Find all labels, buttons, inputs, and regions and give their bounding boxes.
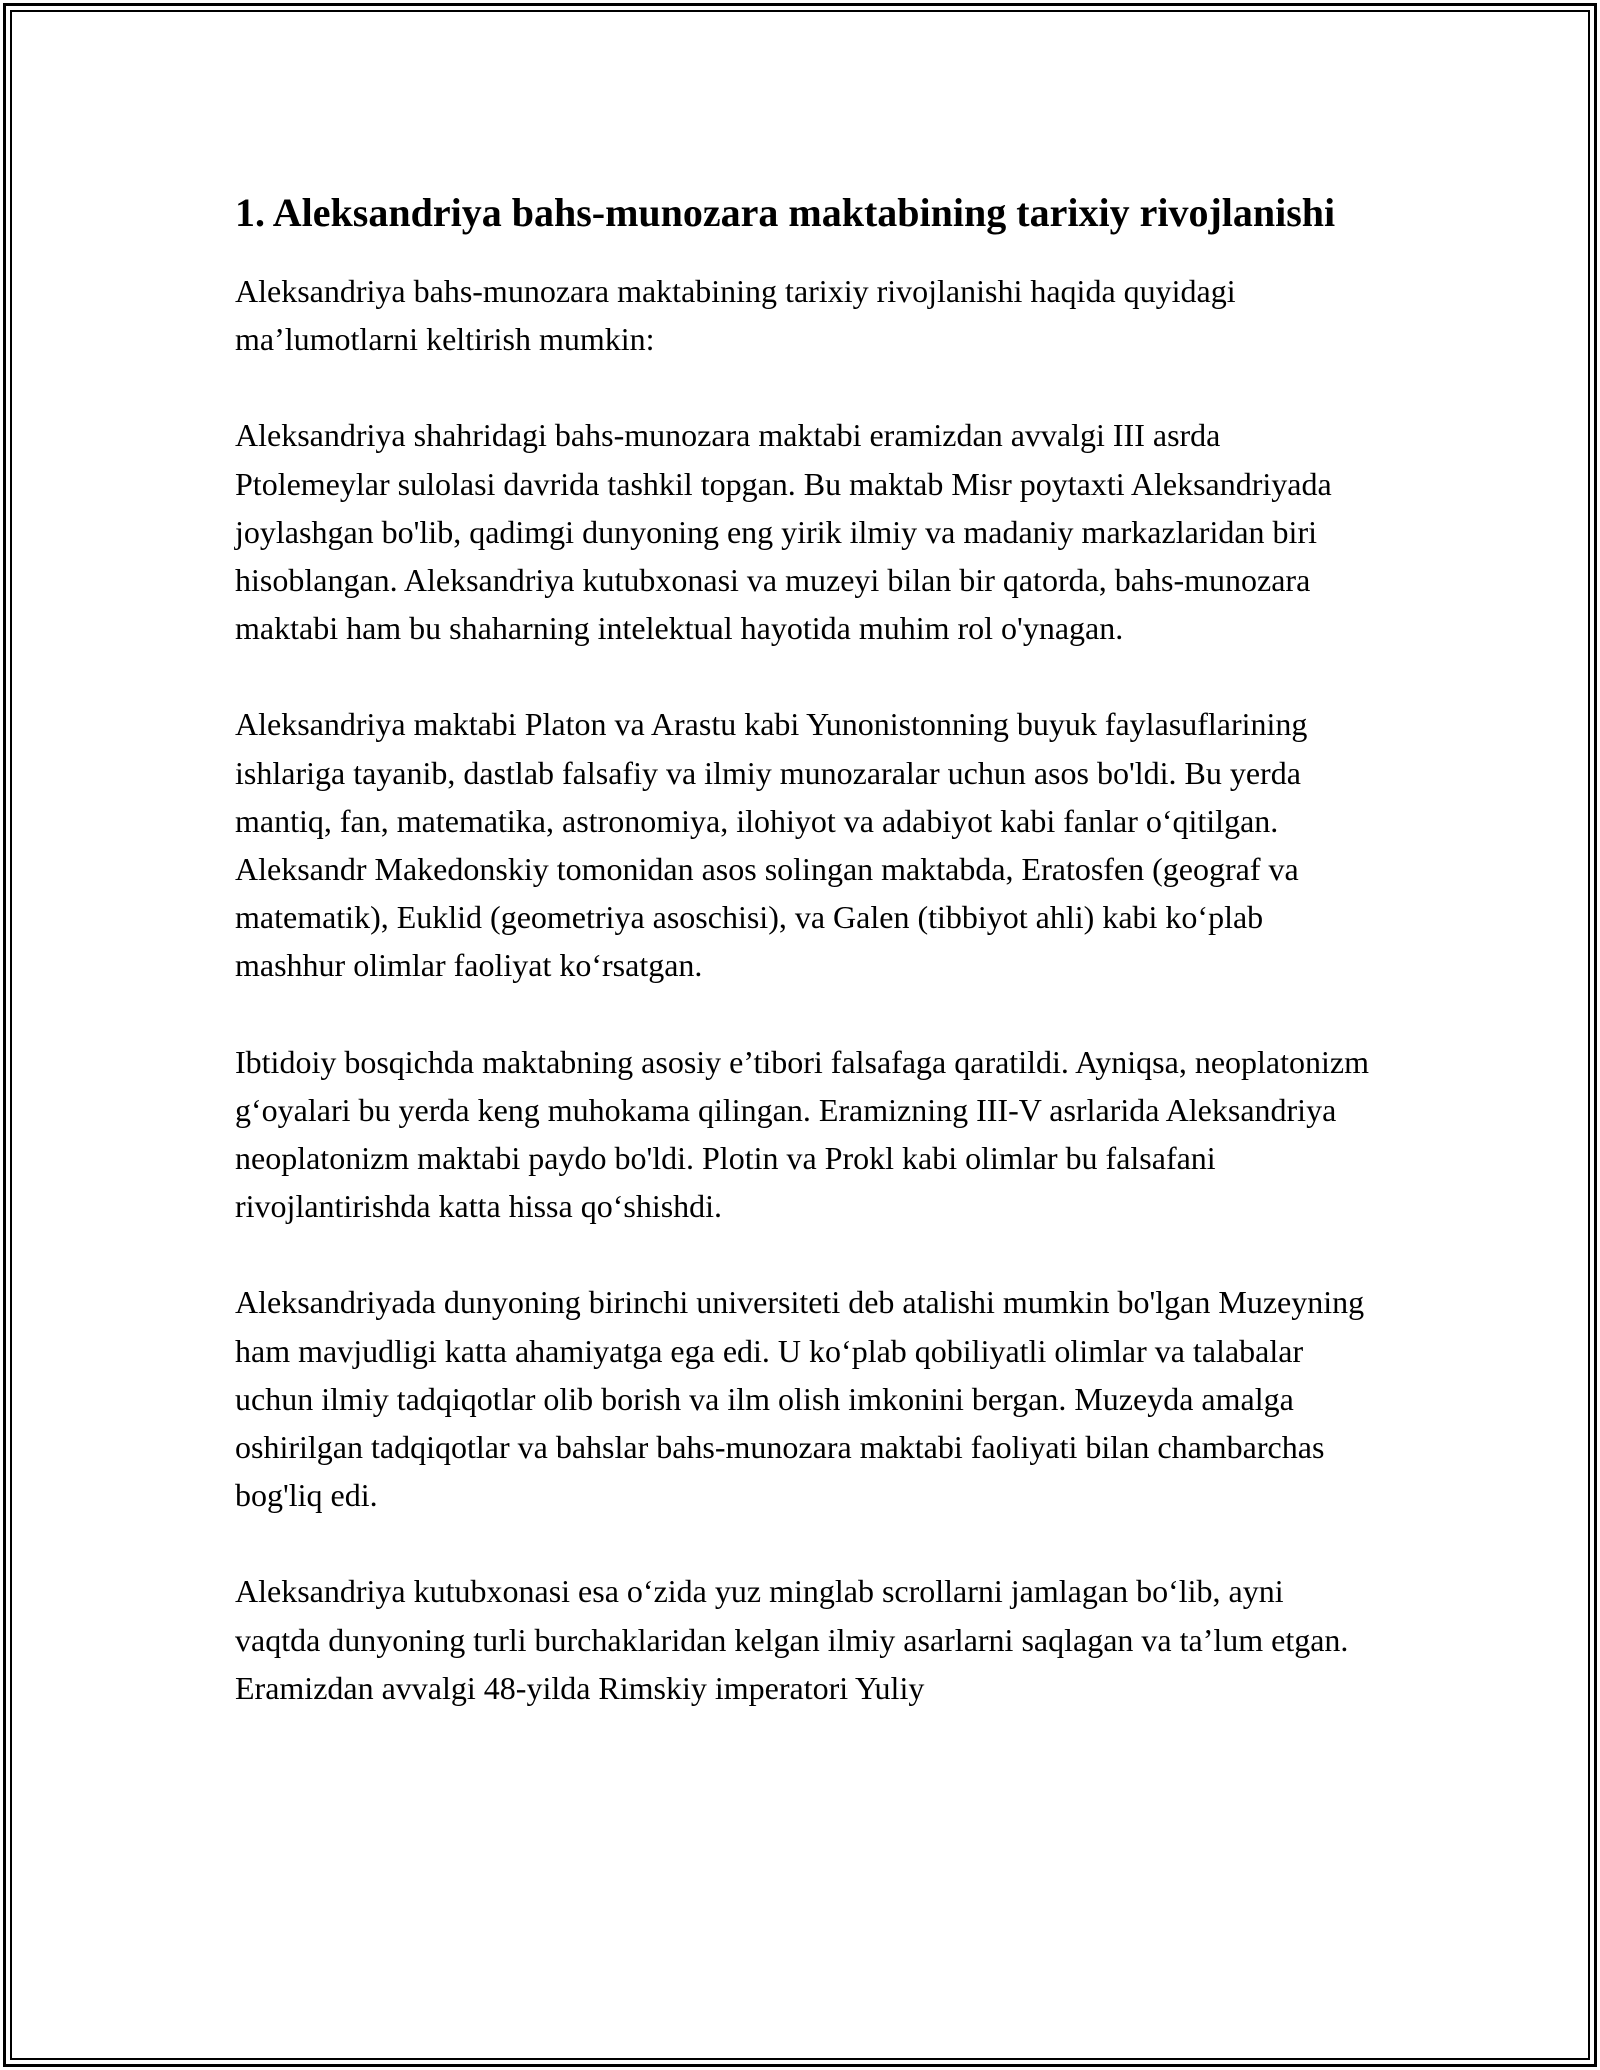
section-heading: 1. Aleksandriya bahs-munozara maktabining tarixiy rivojlanishi	[235, 190, 1336, 235]
paragraph-scholars: Aleksandriya maktabi Platon va Arastu kabi Yunonistonning buyuk faylasuflarining ishlariga tayanib, dastlab falsafiy va ilmiy munozaralar uchun asos bo'ldi. Bu yerda mantiq, fan, matematika, astronomiya, ilohiyot va adabiyot kabi fanlar o‘qitilgan. Aleksandr Makedonskiy tomonidan asos solingan maktabda, Eratosfen (geograf va matematik), Euklid (geometriya asoschisi), va Galen (tibbiyot ahli) kabi ko‘plab mashhur olimlar faoliyat ko‘rsatgan.	[235, 706, 1308, 984]
paragraph-library: Aleksandriya kutubxonasi esa o‘zida yuz minglab scrollarni jamlagan bo‘lib, ayni vaqtda dunyoning turli burchaklaridan kelgan ilmiy asarlarni saqlagan va ta’lum etgan. Eramizdan avvalgi 48-yilda Rimskiy imperatori Yuliy	[235, 1573, 1349, 1706]
paragraph-intro: Aleksandriya bahs-munozara maktabining tarixiy rivojlanishi haqida quyidagi ma’lumotlarni keltirish mumkin:	[235, 273, 1236, 358]
document-body	[235, 185, 1375, 1712]
paragraph-founding: Aleksandriya shahridagi bahs-munozara maktabi eramizdan avvalgi III asrda Ptolemeylar sulolasi davrida tashkil topgan. Bu maktab Misr poytaxti Aleksandriyada joylashgan bo'lib, qadimgi dunyoning eng yirik ilmiy va madaniy markazlaridan biri hisoblangan. Aleksandriya kutubxonasi va muzeyi bilan bir qatorda, bahs-munozara maktabi ham bu shaharning intelektual hayotida muhim rol o'ynagan.	[235, 417, 1332, 647]
paragraph-neoplatonism: Ibtidoiy bosqichda maktabning asosiy e’tibori falsafaga qaratildi. Ayniqsa, neoplatonizm g‘oyalari bu yerda keng muhokama qilingan. Eramizning III-V asrlarida Aleksandriya neoplatonizm maktabi paydo bo'ldi. Plotin va Prokl kabi olimlar bu falsafani rivojlantirishda katta hissa qo‘shishdi.	[235, 1043, 1369, 1225]
paragraph-museum: Aleksandriyada dunyoning birinchi universiteti deb atalishi mumkin bo'lgan Muzeyning ham mavjudligi katta ahamiyatga ega edi. U ko‘plab qobiliyatli olimlar va talabalar uchun ilmiy tadqiqotlar olib borish va ilm olish imkonini bergan. Muzeyda amalga oshirilgan tadqiqotlar va bahslar bahs-munozara maktabi faoliyati bilan chambarchas bog'liq edi.	[235, 1284, 1365, 1514]
